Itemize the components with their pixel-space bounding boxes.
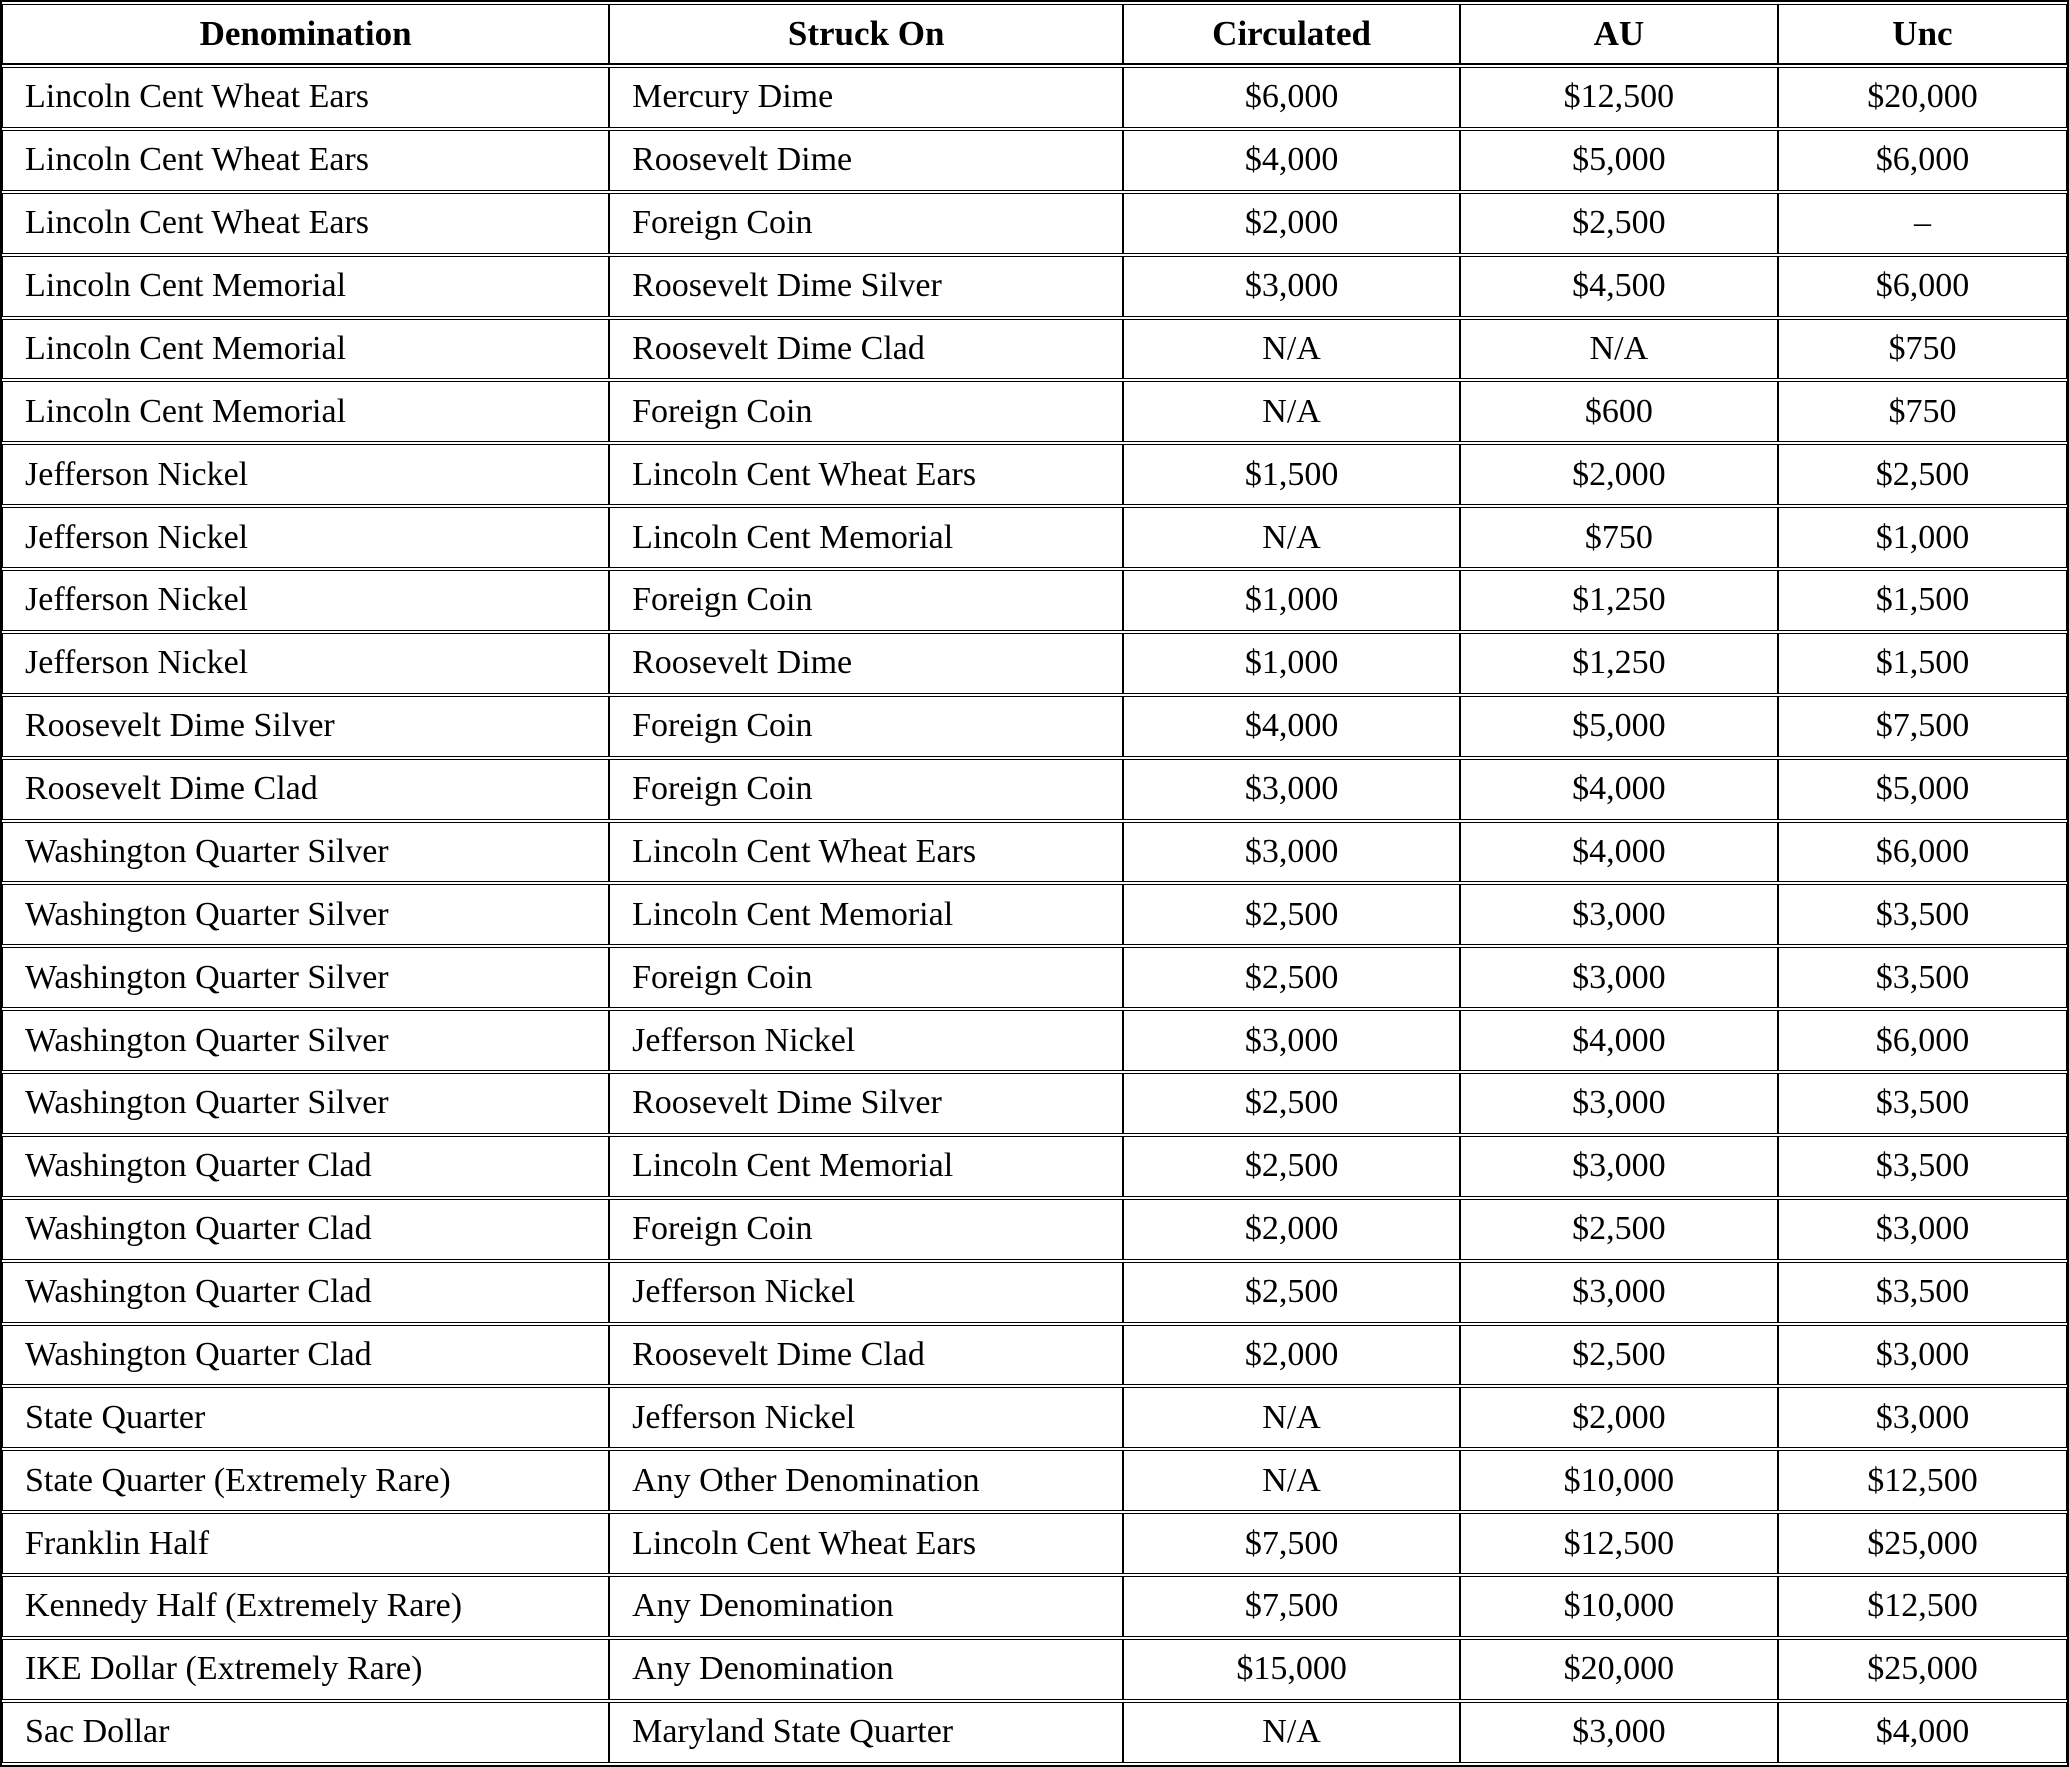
- cell-au: $12,500: [1460, 67, 1778, 128]
- cell-unc: $3,000: [1778, 1325, 2067, 1386]
- cell-unc: $25,000: [1778, 1513, 2067, 1574]
- cell-struck-on: Foreign Coin: [609, 1199, 1123, 1260]
- cell-circulated: $4,000: [1123, 696, 1460, 757]
- table-row: [2, 947, 2067, 1008]
- cell-circulated: N/A: [1123, 507, 1460, 568]
- cell-denomination: Lincoln Cent Wheat Ears: [2, 130, 609, 191]
- cell-unc: $12,500: [1778, 1450, 2067, 1511]
- cell-denomination: Jefferson Nickel: [2, 507, 609, 568]
- cell-au: $3,000: [1460, 884, 1778, 945]
- cell-circulated: $4,000: [1123, 130, 1460, 191]
- cell-circulated: $7,500: [1123, 1576, 1460, 1637]
- cell-au: $600: [1460, 381, 1778, 442]
- cell-denomination: Washington Quarter Silver: [2, 1010, 609, 1071]
- header-circulated: Circulated: [1123, 4, 1460, 65]
- cell-au: $12,500: [1460, 1513, 1778, 1574]
- cell-au: $3,000: [1460, 1262, 1778, 1323]
- cell-denomination: IKE Dollar (Extremely Rare): [2, 1639, 609, 1700]
- cell-unc: $3,500: [1778, 947, 2067, 1008]
- cell-denomination: Jefferson Nickel: [2, 633, 609, 694]
- cell-struck-on: Roosevelt Dime Silver: [609, 1073, 1123, 1134]
- cell-struck-on: Foreign Coin: [609, 947, 1123, 1008]
- table-row: [2, 381, 2067, 442]
- cell-circulated: $1,000: [1123, 633, 1460, 694]
- table-row: [2, 1073, 2067, 1134]
- table-row: [2, 1576, 2067, 1637]
- cell-unc: $3,500: [1778, 884, 2067, 945]
- cell-circulated: $7,500: [1123, 1513, 1460, 1574]
- cell-au: $1,250: [1460, 570, 1778, 631]
- cell-au: $3,000: [1460, 1136, 1778, 1197]
- cell-denomination: Washington Quarter Clad: [2, 1136, 609, 1197]
- cell-denomination: Franklin Half: [2, 1513, 609, 1574]
- cell-au: $2,000: [1460, 1387, 1778, 1448]
- cell-unc: $3,500: [1778, 1073, 2067, 1134]
- table-row: [2, 130, 2067, 191]
- cell-denomination: Jefferson Nickel: [2, 570, 609, 631]
- cell-au: $5,000: [1460, 130, 1778, 191]
- cell-unc: $6,000: [1778, 822, 2067, 883]
- table-row: [2, 1513, 2067, 1574]
- table-row: [2, 1199, 2067, 1260]
- cell-denomination: Kennedy Half (Extremely Rare): [2, 1576, 609, 1637]
- cell-au: $4,000: [1460, 822, 1778, 883]
- table-row: [2, 444, 2067, 505]
- cell-au: $10,000: [1460, 1450, 1778, 1511]
- header-unc: Unc: [1778, 4, 2067, 65]
- table-header: [2, 4, 2067, 65]
- cell-circulated: $6,000: [1123, 67, 1460, 128]
- cell-denomination: Washington Quarter Silver: [2, 1073, 609, 1134]
- table-row: [2, 633, 2067, 694]
- table-row: [2, 1262, 2067, 1323]
- cell-au: $2,500: [1460, 1325, 1778, 1386]
- cell-struck-on: Roosevelt Dime Silver: [609, 256, 1123, 317]
- cell-au: $4,000: [1460, 759, 1778, 820]
- cell-circulated: $3,000: [1123, 1010, 1460, 1071]
- cell-circulated: $15,000: [1123, 1639, 1460, 1700]
- table-row: [2, 67, 2067, 128]
- cell-unc: $1,000: [1778, 507, 2067, 568]
- cell-struck-on: Jefferson Nickel: [609, 1262, 1123, 1323]
- cell-au: $5,000: [1460, 696, 1778, 757]
- cell-struck-on: Foreign Coin: [609, 759, 1123, 820]
- cell-unc: $3,000: [1778, 1199, 2067, 1260]
- cell-unc: $1,500: [1778, 633, 2067, 694]
- cell-circulated: N/A: [1123, 319, 1460, 380]
- cell-struck-on: Lincoln Cent Memorial: [609, 884, 1123, 945]
- table-row: [2, 1325, 2067, 1386]
- cell-unc: $1,500: [1778, 570, 2067, 631]
- table-row: [2, 319, 2067, 380]
- table-row: [2, 1639, 2067, 1700]
- header-denomination: Denomination: [2, 4, 609, 65]
- cell-circulated: $2,500: [1123, 1262, 1460, 1323]
- cell-unc: $25,000: [1778, 1639, 2067, 1700]
- cell-circulated: $2,000: [1123, 193, 1460, 254]
- cell-denomination: Roosevelt Dime Clad: [2, 759, 609, 820]
- table-row: [2, 193, 2067, 254]
- cell-au: N/A: [1460, 319, 1778, 380]
- cell-struck-on: Foreign Coin: [609, 696, 1123, 757]
- cell-circulated: $2,500: [1123, 884, 1460, 945]
- cell-au: $750: [1460, 507, 1778, 568]
- cell-struck-on: Foreign Coin: [609, 193, 1123, 254]
- cell-denomination: Jefferson Nickel: [2, 444, 609, 505]
- cell-unc: $6,000: [1778, 1010, 2067, 1071]
- cell-circulated: $3,000: [1123, 822, 1460, 883]
- cell-struck-on: Roosevelt Dime: [609, 130, 1123, 191]
- cell-circulated: N/A: [1123, 1450, 1460, 1511]
- cell-circulated: $1,500: [1123, 444, 1460, 505]
- cell-denomination: Washington Quarter Silver: [2, 947, 609, 1008]
- cell-unc: $4,000: [1778, 1702, 2067, 1763]
- cell-denomination: Washington Quarter Clad: [2, 1199, 609, 1260]
- cell-circulated: $2,000: [1123, 1325, 1460, 1386]
- cell-unc: $7,500: [1778, 696, 2067, 757]
- cell-unc: $3,500: [1778, 1136, 2067, 1197]
- cell-circulated: N/A: [1123, 1387, 1460, 1448]
- table-row: [2, 1702, 2067, 1763]
- cell-struck-on: Foreign Coin: [609, 381, 1123, 442]
- cell-struck-on: Lincoln Cent Memorial: [609, 507, 1123, 568]
- table-row: [2, 696, 2067, 757]
- cell-denomination: Lincoln Cent Memorial: [2, 319, 609, 380]
- cell-unc: $750: [1778, 381, 2067, 442]
- cell-struck-on: Lincoln Cent Wheat Ears: [609, 822, 1123, 883]
- cell-au: $10,000: [1460, 1576, 1778, 1637]
- cell-circulated: $2,500: [1123, 1073, 1460, 1134]
- cell-circulated: $3,000: [1123, 759, 1460, 820]
- cell-struck-on: Jefferson Nickel: [609, 1387, 1123, 1448]
- cell-au: $3,000: [1460, 1073, 1778, 1134]
- cell-au: $4,000: [1460, 1010, 1778, 1071]
- cell-au: $2,000: [1460, 444, 1778, 505]
- table-row: [2, 1136, 2067, 1197]
- cell-struck-on: Any Denomination: [609, 1576, 1123, 1637]
- cell-circulated: $2,500: [1123, 1136, 1460, 1197]
- cell-denomination: Washington Quarter Clad: [2, 1325, 609, 1386]
- cell-denomination: State Quarter: [2, 1387, 609, 1448]
- cell-denomination: Lincoln Cent Wheat Ears: [2, 193, 609, 254]
- table-row: [2, 822, 2067, 883]
- cell-struck-on: Foreign Coin: [609, 570, 1123, 631]
- cell-circulated: $2,500: [1123, 947, 1460, 1008]
- cell-au: $20,000: [1460, 1639, 1778, 1700]
- cell-circulated: $2,000: [1123, 1199, 1460, 1260]
- cell-unc: –: [1778, 193, 2067, 254]
- cell-circulated: $3,000: [1123, 256, 1460, 317]
- cell-struck-on: Lincoln Cent Wheat Ears: [609, 444, 1123, 505]
- header-au: AU: [1460, 4, 1778, 65]
- cell-unc: $2,500: [1778, 444, 2067, 505]
- cell-denomination: Lincoln Cent Wheat Ears: [2, 67, 609, 128]
- cell-unc: $6,000: [1778, 256, 2067, 317]
- cell-struck-on: Any Other Denomination: [609, 1450, 1123, 1511]
- cell-circulated: N/A: [1123, 381, 1460, 442]
- header-row: [2, 4, 2067, 65]
- cell-denomination: Lincoln Cent Memorial: [2, 256, 609, 317]
- cell-denomination: Washington Quarter Silver: [2, 822, 609, 883]
- cell-au: $3,000: [1460, 947, 1778, 1008]
- table-row: [2, 570, 2067, 631]
- cell-struck-on: Lincoln Cent Memorial: [609, 1136, 1123, 1197]
- cell-denomination: Sac Dollar: [2, 1702, 609, 1763]
- table-row: [2, 1010, 2067, 1071]
- cell-struck-on: Roosevelt Dime: [609, 633, 1123, 694]
- cell-struck-on: Roosevelt Dime Clad: [609, 319, 1123, 380]
- cell-au: $3,000: [1460, 1702, 1778, 1763]
- cell-struck-on: Mercury Dime: [609, 67, 1123, 128]
- table-row: [2, 256, 2067, 317]
- cell-unc: $5,000: [1778, 759, 2067, 820]
- cell-au: $4,500: [1460, 256, 1778, 317]
- table-row: [2, 507, 2067, 568]
- cell-struck-on: Maryland State Quarter: [609, 1702, 1123, 1763]
- cell-unc: $750: [1778, 319, 2067, 380]
- cell-denomination: Roosevelt Dime Silver: [2, 696, 609, 757]
- cell-denomination: State Quarter (Extremely Rare): [2, 1450, 609, 1511]
- cell-denomination: Washington Quarter Silver: [2, 884, 609, 945]
- cell-unc: $3,500: [1778, 1262, 2067, 1323]
- cell-struck-on: Jefferson Nickel: [609, 1010, 1123, 1071]
- table-row: [2, 1387, 2067, 1448]
- cell-au: $2,500: [1460, 193, 1778, 254]
- table-row: [2, 884, 2067, 945]
- table-row: [2, 759, 2067, 820]
- cell-denomination: Lincoln Cent Memorial: [2, 381, 609, 442]
- cell-denomination: Washington Quarter Clad: [2, 1262, 609, 1323]
- header-struck-on: Struck On: [609, 4, 1123, 65]
- table-row: [2, 1450, 2067, 1511]
- cell-unc: $20,000: [1778, 67, 2067, 128]
- cell-struck-on: Any Denomination: [609, 1639, 1123, 1700]
- cell-unc: $6,000: [1778, 130, 2067, 191]
- cell-au: $1,250: [1460, 633, 1778, 694]
- table-body: [2, 67, 2067, 1763]
- cell-struck-on: Lincoln Cent Wheat Ears: [609, 1513, 1123, 1574]
- cell-circulated: $1,000: [1123, 570, 1460, 631]
- cell-circulated: N/A: [1123, 1702, 1460, 1763]
- cell-unc: $3,000: [1778, 1387, 2067, 1448]
- cell-au: $2,500: [1460, 1199, 1778, 1260]
- cell-unc: $12,500: [1778, 1576, 2067, 1637]
- cell-struck-on: Roosevelt Dime Clad: [609, 1325, 1123, 1386]
